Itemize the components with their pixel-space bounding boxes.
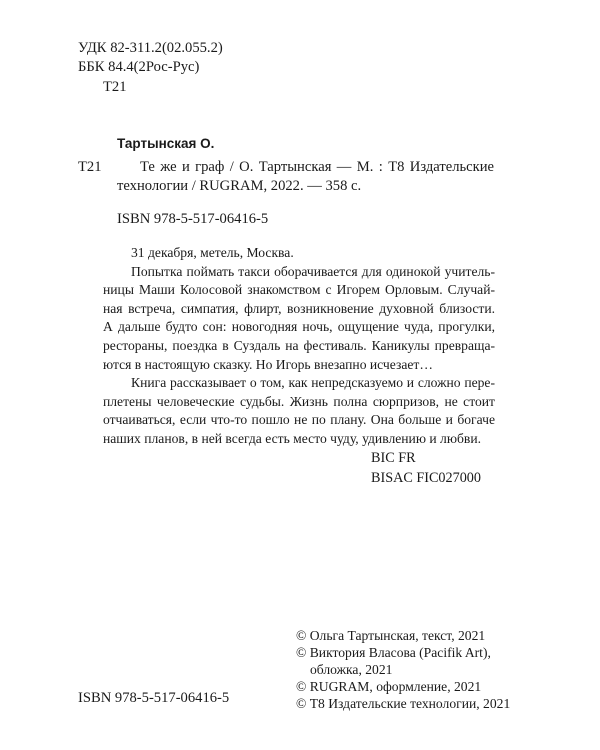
author-mark: Т21: [78, 159, 102, 175]
annotation-line: плетены человеческие судьбы. Жизнь полна сюрпризов, не стоит: [103, 393, 495, 409]
annotation-line: Книга рассказывает о том, как непредсказуемо и сложно пере-: [131, 375, 495, 391]
copyright-block: [296, 627, 510, 712]
bisac-code: BISAC FIC027000: [371, 470, 481, 486]
author-heading: Тартынская О.: [117, 136, 215, 151]
annotation-line: рестораны, поездка в Суздаль на фестиваль. Каникулы превраща-: [103, 337, 495, 353]
annotation-line: отчаиваться, если что-то пошло не по плану. Она больше и богаче: [103, 412, 495, 428]
subject-codes: [371, 448, 481, 488]
annotation-line: Попытка поймать такси оборачивается для одинокой учитель-: [131, 263, 495, 279]
annotation-line: наших планов, в ней всегда есть место чуду, удивлению и любви.: [103, 430, 481, 446]
copyright-line: © Виктория Власова (Pacifik Art),: [296, 645, 491, 660]
copyright-line: обложка, 2021: [310, 662, 393, 677]
annotation-line: ницы Маши Колосовой знакомством с Игорем Орловым. Случай-: [103, 282, 495, 298]
annotation: [103, 244, 495, 449]
bibliographic-description-line2: технологии / RUGRAM, 2022. — 358 с.: [117, 178, 362, 194]
bic-code: BIC FR: [371, 450, 416, 466]
annotation-line: ются в настоящую сказку. Но Игорь внезапно исчезает…: [103, 356, 433, 372]
udk-code: УДК 82-311.2(02.055.2): [78, 40, 223, 56]
annotation-line: ная встреча, симпатия, флирт, возникновение духовной близости.: [103, 300, 495, 316]
copyright-line: © Т8 Издательские технологии, 2021: [296, 696, 511, 711]
annotation-line: А дальше будто сон: новогодняя ночь, ощущение чуда, прогулки,: [103, 319, 495, 335]
bbk-code: ББК 84.4(2Рос-Рус): [78, 59, 200, 75]
annotation-line: 31 декабря, метель, Москва.: [131, 245, 294, 260]
isbn: ISBN 978-5-517-06416-5: [117, 211, 269, 227]
copyright-line: © RUGRAM, оформление, 2021: [296, 679, 482, 694]
copyright-line: © Ольга Тартынская, текст, 2021: [296, 628, 486, 643]
author-mark-top: Т21: [103, 79, 127, 95]
bibliographic-description-line1: Те же и граф / О. Тартынская — М. : Т8 Издательские: [140, 159, 494, 175]
footer-isbn: ISBN 978-5-517-06416-5: [78, 690, 230, 706]
